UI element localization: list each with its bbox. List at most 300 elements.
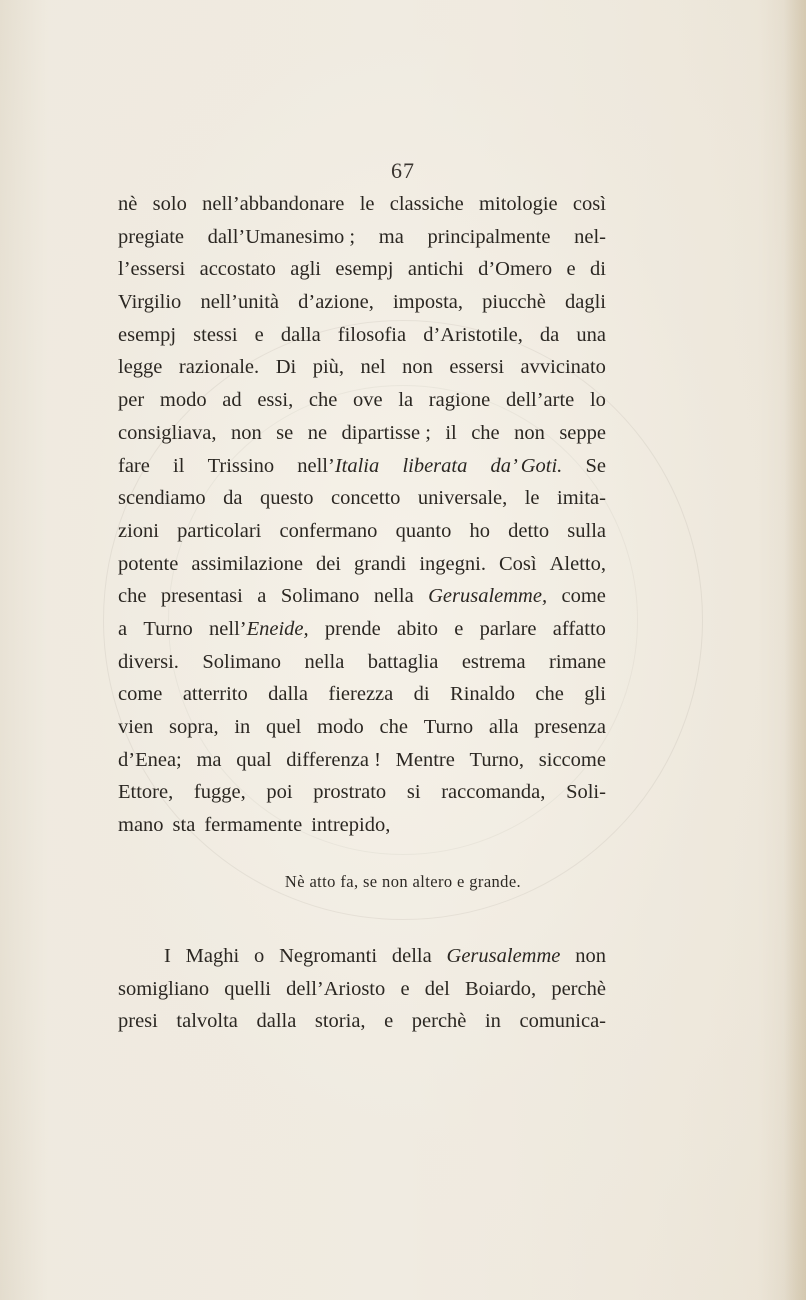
text-line (118, 417, 606, 450)
word-text: dalla (256, 1010, 297, 1033)
word-text: fermamente (204, 814, 303, 837)
word (396, 515, 452, 548)
word-text: non (575, 945, 606, 967)
word-text: lo (589, 389, 606, 412)
word (551, 973, 606, 1006)
word (118, 646, 179, 679)
text-line (118, 450, 606, 483)
word-text: l’essersi (118, 258, 186, 281)
word (176, 1005, 237, 1038)
word-text: a (257, 585, 267, 608)
word-text: non (230, 421, 262, 444)
word (506, 384, 574, 417)
word (276, 351, 297, 384)
word-text: estrema (461, 650, 526, 673)
word-text: nella (304, 650, 345, 673)
word (231, 417, 262, 450)
word-text: dipartisse ; (341, 421, 431, 444)
word-text: Trissino (207, 454, 275, 477)
word-text: Gerusalemme, (428, 585, 548, 608)
word-text: imposta, (392, 291, 463, 314)
word (224, 973, 271, 1006)
word (428, 221, 551, 254)
word-text: principalmente (427, 225, 551, 248)
word (266, 711, 301, 744)
word-text: ne (307, 421, 328, 444)
word-text: o (254, 945, 265, 967)
word-text: abito (396, 617, 438, 640)
word-text: ove (353, 389, 383, 412)
word (177, 515, 261, 548)
word (550, 548, 606, 581)
word (535, 678, 563, 711)
word (557, 482, 606, 515)
word (118, 253, 185, 286)
word (200, 253, 276, 286)
word-text: come (118, 683, 163, 706)
word-text: da (223, 487, 243, 510)
word-text: modo (317, 716, 364, 738)
word (354, 548, 406, 581)
word (397, 613, 438, 646)
word (419, 548, 486, 581)
word-text: dell’Ariosto (286, 977, 386, 1000)
text-line (118, 711, 606, 744)
word (286, 744, 381, 777)
word-text: e (254, 323, 264, 346)
word (118, 711, 153, 744)
text-line (118, 482, 606, 515)
word-text: come (561, 585, 606, 608)
word-text: perchè (551, 977, 606, 1000)
word (256, 1005, 296, 1038)
word (471, 417, 499, 450)
word-text: Negromanti (279, 945, 378, 967)
word (254, 940, 264, 973)
word-text: Se (585, 454, 606, 477)
word-text: esempj (335, 258, 394, 281)
word-text: battaglia (367, 650, 439, 673)
word (465, 973, 536, 1006)
word-text: storia, (314, 1010, 366, 1033)
word-text: somigliano (118, 977, 210, 1000)
word (482, 286, 546, 319)
word-text: nel (360, 356, 386, 379)
word (584, 678, 606, 711)
word-text: accostato (199, 258, 276, 281)
word (425, 973, 450, 1006)
word-text: pregiate (118, 225, 185, 248)
word-text: Solimano (202, 650, 281, 673)
word (360, 188, 375, 221)
word (470, 515, 491, 548)
word (268, 678, 308, 711)
word (479, 188, 558, 221)
word-text: Solimano (280, 585, 360, 608)
word-text: classiche (389, 193, 464, 215)
word (379, 221, 404, 254)
word-text: vien (118, 716, 154, 738)
word-text: d’Enea; (118, 748, 182, 771)
text-line (118, 548, 606, 581)
text-line (118, 515, 606, 548)
word-text: Ettore, (118, 781, 174, 804)
word (398, 384, 413, 417)
word-text: e (400, 977, 410, 1000)
word-text: esempj (118, 323, 177, 346)
word-text: detto (508, 519, 550, 542)
word (390, 188, 464, 221)
word-text: raccomanda, (441, 781, 546, 804)
word-text: nella (373, 585, 414, 608)
word (118, 319, 176, 352)
word (279, 940, 377, 973)
word (567, 515, 606, 548)
paragraph-1 (118, 188, 606, 842)
word (567, 253, 576, 286)
word (266, 776, 292, 809)
word-text: universale, (417, 487, 508, 510)
word-text: dall’Umanesimo ; (207, 225, 356, 248)
word (508, 515, 549, 548)
word-text: da (539, 323, 560, 346)
word (521, 351, 606, 384)
word-text: nè (118, 193, 138, 215)
word (200, 286, 279, 319)
word-text: essersi (449, 356, 505, 379)
word-text: Rinaldo (450, 683, 515, 706)
word (392, 940, 432, 973)
word (202, 188, 344, 221)
word (480, 613, 537, 646)
text-line (118, 678, 606, 711)
word (449, 351, 504, 384)
word (143, 613, 192, 646)
paragraph-2 (118, 940, 606, 1038)
word-text: scendiamo (118, 487, 206, 510)
word (374, 580, 414, 613)
word (118, 548, 178, 581)
word-text: presentasi (160, 585, 243, 608)
word-text: dalla (268, 683, 308, 706)
word-text: d’azione, (298, 291, 374, 314)
word-text: le (524, 487, 540, 510)
word (562, 580, 606, 613)
word-text: del (424, 977, 450, 1000)
word (316, 548, 341, 581)
text-line (118, 580, 606, 613)
word-text: così (572, 193, 606, 215)
word-text: confermano (279, 519, 378, 542)
word-text: liberata (402, 454, 468, 477)
text-line (118, 351, 606, 384)
word-text: atterrito (182, 683, 248, 706)
word (118, 450, 150, 483)
word-text: sta (172, 814, 196, 837)
word (553, 613, 606, 646)
word-text: legge (118, 356, 163, 379)
word-text: in (234, 716, 251, 738)
word (414, 678, 430, 711)
word-text: intrepido, (311, 814, 391, 837)
word (183, 678, 248, 711)
word-text: la (398, 389, 414, 412)
word-text: nell’ (297, 454, 335, 477)
word-text: parlare (479, 617, 537, 640)
word (191, 548, 303, 581)
word-text: particolari (177, 519, 262, 542)
word (590, 253, 606, 286)
word-text: Così (498, 552, 537, 575)
word (335, 253, 393, 286)
word (118, 384, 144, 417)
word-text: Turno (143, 617, 193, 640)
word (491, 450, 563, 483)
word (118, 221, 184, 254)
word (328, 678, 393, 711)
word-text: stessi (193, 323, 238, 346)
word (204, 809, 302, 842)
word (447, 940, 561, 973)
text-line (118, 286, 606, 319)
word-text: affatto (552, 617, 606, 640)
word-text: presenza (534, 716, 606, 738)
word (236, 744, 271, 777)
text-line (118, 776, 606, 809)
word-text: modo (159, 389, 207, 412)
word-text: si (406, 781, 421, 804)
word (186, 940, 240, 973)
word-text: differenza ! (286, 748, 381, 771)
word (342, 417, 431, 450)
word (309, 384, 337, 417)
word-text: quelli (224, 977, 271, 1000)
word-text: nell’ (209, 617, 247, 640)
word (208, 221, 355, 254)
word (462, 646, 526, 679)
word (539, 744, 606, 777)
word-text: le (359, 193, 375, 215)
word (470, 744, 525, 777)
word-italic-part: Eneide, (246, 617, 309, 640)
word (255, 319, 264, 352)
word (489, 711, 519, 744)
word-text: avvicinato (520, 356, 606, 379)
text-line (118, 188, 606, 221)
word (286, 973, 385, 1006)
word (160, 384, 207, 417)
word-text: prostrato (313, 781, 387, 804)
word (525, 482, 540, 515)
word (540, 319, 559, 352)
word-text: rimane (549, 650, 606, 673)
word-text: presi (118, 1010, 158, 1033)
word (424, 711, 473, 744)
word-text: che (308, 389, 338, 412)
word (118, 809, 164, 842)
word-text: agli (290, 258, 322, 281)
word-text: nell’unità (200, 291, 279, 314)
word (290, 253, 321, 286)
word (173, 809, 196, 842)
word (304, 646, 344, 679)
word-text: questo (259, 487, 314, 510)
word-text: e (566, 258, 576, 281)
word (169, 711, 219, 744)
word (429, 384, 490, 417)
word-text: che (118, 585, 147, 608)
word (428, 580, 547, 613)
word (393, 286, 463, 319)
word-text: talvolta (176, 1010, 238, 1033)
word-text: poi (266, 781, 293, 804)
word-text: Di (275, 356, 297, 379)
word-text: quanto (395, 519, 452, 542)
word (118, 776, 173, 809)
word-text: nell’abbandonare (202, 193, 345, 215)
word (257, 580, 266, 613)
word (118, 973, 209, 1006)
word (353, 384, 383, 417)
word-text: piucchè (482, 291, 546, 314)
word-text: una (576, 323, 606, 346)
word (565, 286, 606, 319)
word (585, 450, 606, 483)
word (118, 678, 162, 711)
word (485, 1005, 501, 1038)
word-text: potente (118, 552, 179, 575)
word-text: d’Omero (478, 258, 553, 281)
word-text: qual (236, 748, 272, 771)
word (118, 351, 162, 384)
text-line (118, 973, 606, 1006)
word (418, 482, 507, 515)
word-text: Maghi (185, 945, 240, 967)
word-text: dei (315, 552, 341, 575)
word (297, 450, 379, 483)
word (317, 711, 364, 744)
word (276, 417, 293, 450)
word (222, 384, 241, 417)
word (118, 580, 146, 613)
word-text: ad (222, 389, 242, 412)
word-text: Boiardo, (464, 977, 537, 1000)
word-text: sopra, (169, 716, 219, 738)
word-text: Virgilio (118, 291, 182, 314)
word (193, 319, 237, 352)
word (396, 744, 455, 777)
word-text: I (164, 945, 171, 967)
word-text: ma (378, 225, 404, 248)
verse-quotation: Nè atto fa, se non altero e grande. (284, 872, 522, 891)
word-text: seppe (559, 421, 606, 444)
word (400, 973, 409, 1006)
word (338, 319, 406, 352)
word (164, 940, 171, 973)
word (368, 646, 439, 679)
word-text: dell’arte (505, 389, 575, 412)
word-text: consigliava, (118, 421, 217, 444)
word-text: dagli (565, 291, 606, 314)
word (402, 450, 467, 483)
word-text: e (454, 617, 464, 640)
word (576, 319, 606, 352)
word (384, 1005, 393, 1038)
text-line (118, 221, 606, 254)
word-text: Turno, (469, 748, 525, 771)
word-text: se (276, 421, 294, 444)
word-text: mano (118, 814, 164, 837)
word-text: non (402, 356, 433, 379)
word (260, 482, 314, 515)
word (559, 417, 606, 450)
word-text: diversi. (118, 650, 179, 673)
word (118, 188, 137, 221)
word-text: che (471, 421, 500, 444)
word (118, 482, 206, 515)
word-text: fierezza (328, 683, 394, 706)
word-text: che (379, 716, 408, 738)
word (308, 417, 327, 450)
word (478, 253, 552, 286)
word-text: di (413, 683, 430, 706)
text-line (118, 744, 606, 777)
word (445, 417, 456, 450)
text-line (118, 319, 606, 352)
word (161, 580, 243, 613)
word (361, 351, 386, 384)
word (499, 548, 537, 581)
word-text: più, (312, 356, 345, 379)
word-text: fugge, (193, 781, 246, 804)
word-text: comunica- (519, 1010, 606, 1033)
page-number: 67 (391, 158, 415, 183)
word (325, 613, 381, 646)
word (257, 384, 293, 417)
word-text: in (484, 1010, 501, 1033)
word-text: d’Aristotile, (423, 323, 523, 346)
word-text: ho (469, 519, 490, 542)
word-text: grandi (353, 552, 407, 575)
text-line (118, 613, 606, 646)
word (118, 744, 182, 777)
word (209, 613, 309, 646)
word-text: siccome (538, 748, 606, 771)
page-edge-shadow (784, 0, 806, 1300)
word (423, 319, 523, 352)
word-text: prende (324, 617, 381, 640)
word (313, 351, 344, 384)
word (450, 678, 515, 711)
word-text: che (535, 683, 564, 706)
word (408, 253, 464, 286)
word (202, 646, 281, 679)
word (534, 711, 606, 744)
word (412, 1005, 467, 1038)
word-text: il (173, 454, 185, 477)
word (313, 776, 386, 809)
word-text: ma (196, 748, 222, 771)
word-text: Mentre (395, 748, 455, 771)
word (380, 711, 408, 744)
word-text: dalla (280, 323, 321, 346)
word-text: filosofia (337, 323, 407, 346)
word (281, 580, 360, 613)
text-line (118, 940, 606, 973)
word-text: fare (118, 454, 150, 477)
word (281, 319, 321, 352)
word (402, 351, 433, 384)
